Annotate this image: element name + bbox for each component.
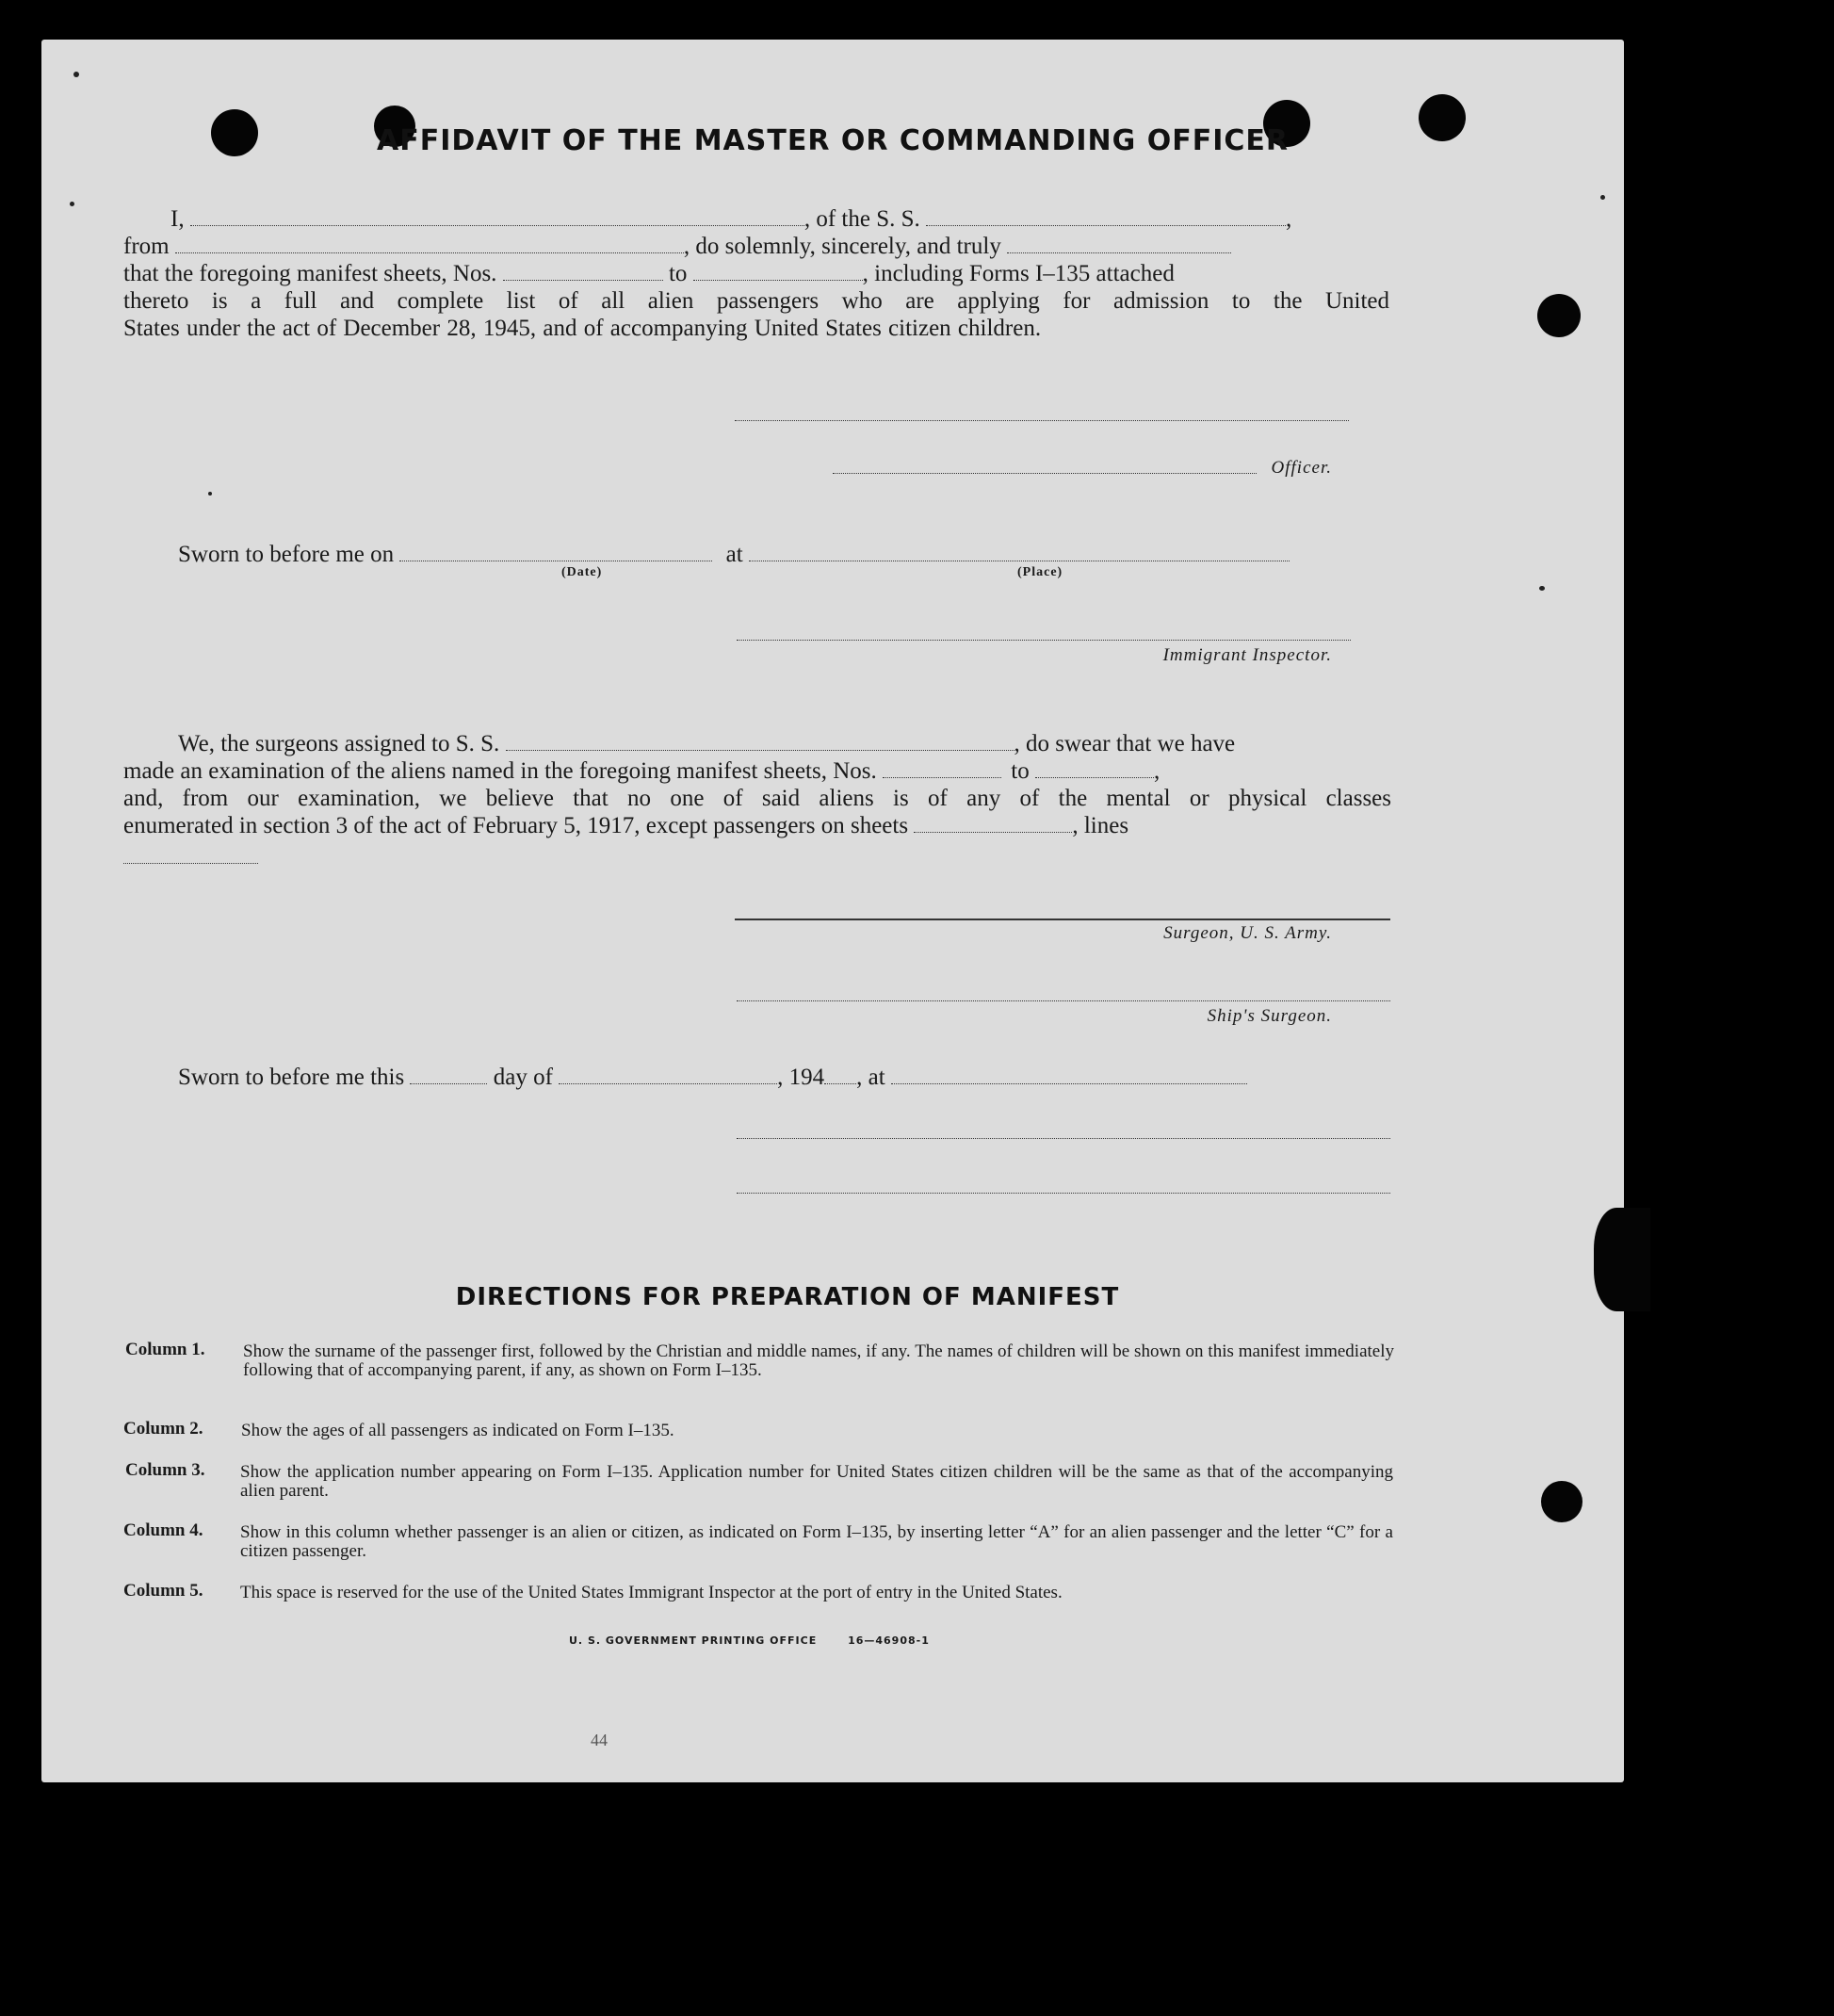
affidavit-of-ss: , of the S. S. <box>803 206 920 232</box>
affidavit-solemnly: , do solemnly, sincerely, and truly <box>683 234 1001 259</box>
speck <box>208 492 212 496</box>
sheet-from-field[interactable] <box>503 263 663 281</box>
date-caption: (Date) <box>561 565 603 579</box>
place-caption: (Place) <box>1017 565 1063 579</box>
affidavit-line-2 <box>123 233 1389 261</box>
affidavit-sheets: that the foregoing manifest sheets, Nos. <box>123 261 497 286</box>
affidavit-line-5: States under the act of December 28, 1945, and of accompanying United States citizen children. <box>123 316 1042 341</box>
printer-name: U. S. GOVERNMENT PRINTING OFFICE <box>569 1634 818 1647</box>
sworn2-at: , at <box>856 1065 885 1090</box>
surgeons-assigned: We, the surgeons assigned to S. S. <box>178 731 500 756</box>
surgeons-enumerated: enumerated in section 3 of the act of February 5, 1917, except passengers on sheets <box>123 813 909 838</box>
sworn-at: at <box>725 542 743 567</box>
officer-label: Officer. <box>1271 458 1332 478</box>
oath-field[interactable] <box>1007 236 1231 253</box>
port-from-field[interactable] <box>175 236 684 253</box>
except-sheets-field[interactable] <box>914 815 1072 833</box>
surgeons-line-2 <box>123 757 1391 786</box>
sworn2-year-field[interactable] <box>824 1066 856 1084</box>
sworn2-month-field[interactable] <box>559 1066 777 1084</box>
margin-mark: 44 <box>591 1731 608 1749</box>
sworn2-day-of: day of <box>493 1065 553 1090</box>
sworn2-signature-line-2[interactable] <box>737 1193 1390 1194</box>
direction-text: This space is reserved for the use of the United States Immigrant Inspector at the port of entry in the United States. <box>240 1583 1063 1602</box>
ship-name-field[interactable] <box>926 208 1286 226</box>
surgeon-sheet-from-field[interactable] <box>883 760 1001 778</box>
sworn-date-field[interactable] <box>399 544 712 561</box>
affidavit-line-3 <box>123 260 1389 288</box>
master-signature-line[interactable] <box>735 420 1349 421</box>
surgeons-examination: made an examination of the aliens named in the foregoing manifest sheets, Nos. <box>123 758 877 784</box>
sworn-line-2 <box>178 1064 1391 1092</box>
inspector-label: Immigrant Inspector. <box>1162 645 1332 665</box>
punch-hole <box>1537 294 1581 337</box>
affidavit-line-4: thereto is a full and complete list of all alien passengers who are applying for admission to the United <box>123 288 1389 314</box>
direction-label: Column 3. <box>125 1460 205 1480</box>
sworn2-year: , 194 <box>777 1065 825 1090</box>
affidavit-including: , including Forms I–135 attached <box>862 261 1175 286</box>
affidavit-to: to <box>668 261 688 286</box>
speck <box>1539 586 1545 591</box>
affidavit-comma: , <box>1286 206 1292 232</box>
sworn-line-1 <box>178 541 1389 569</box>
affidavit-from: from <box>123 234 170 259</box>
army-surgeon-label: Surgeon, U. S. Army. <box>1163 923 1332 943</box>
sworn-place-field[interactable] <box>749 544 1290 561</box>
direction-label: Column 4. <box>123 1520 203 1540</box>
master-name-field[interactable] <box>190 208 804 226</box>
printer-credit <box>569 1634 930 1647</box>
direction-text: Show the surname of the passenger first, followed by the Christian and middle names, if any. The names of children will be shown on this manifest immediately following that of accompanying parent, if any, as shown on Form I–135. <box>243 1341 1394 1380</box>
surgeons-lines: , lines <box>1072 813 1129 838</box>
inspector-signature-line[interactable] <box>737 640 1351 641</box>
army-surgeon-signature-line[interactable] <box>735 919 1390 920</box>
direction-label: Column 1. <box>125 1340 205 1359</box>
sworn-prefix: Sworn to before me on <box>178 542 395 567</box>
edge-tear <box>1594 1208 1650 1311</box>
direction-label: Column 2. <box>123 1419 203 1439</box>
surgeons-line-1 <box>178 730 1391 758</box>
direction-text: Show in this column whether passenger is an alien or citizen, as indicated on Form I–135, by inserting letter “A” for an alien passenger and the letter “C” for a citizen passenger. <box>240 1522 1393 1561</box>
except-lines-field[interactable] <box>123 863 258 864</box>
surgeons-to: to <box>1011 758 1030 784</box>
form-number: 16—46908-1 <box>848 1634 930 1647</box>
surgeon-ship-field[interactable] <box>506 733 1014 751</box>
ship-surgeon-label: Ship's Surgeon. <box>1207 1006 1332 1026</box>
direction-text: Show the ages of all passengers as indicated on Form I–135. <box>241 1421 674 1440</box>
affidavit-line-1 <box>170 205 1389 234</box>
surgeons-swear: , do swear that we have <box>1014 731 1236 756</box>
page-title: AFFIDAVIT OF THE MASTER OR COMMANDING OFFICER <box>377 124 1289 157</box>
form-page <box>41 40 1624 1782</box>
surgeons-line-3: and, from our examination, we believe that no one of said aliens is of any of the mental or physical classes <box>123 786 1391 811</box>
ship-surgeon-signature-line[interactable] <box>737 1000 1390 1001</box>
sworn2-day-field[interactable] <box>410 1066 487 1084</box>
sworn2-this: Sworn to before me this <box>178 1065 405 1090</box>
direction-text: Show the application number appearing on Form I–135. Application number for United States citizen children will be the same as that of the accompanying alien parent. <box>240 1462 1393 1501</box>
speck <box>73 72 79 77</box>
direction-label: Column 5. <box>123 1581 203 1601</box>
sheet-to-field[interactable] <box>693 263 863 281</box>
punch-hole <box>1541 1481 1582 1522</box>
sworn2-place-field[interactable] <box>891 1066 1247 1084</box>
directions-title: DIRECTIONS FOR PREPARATION OF MANIFEST <box>455 1283 1120 1311</box>
sworn2-signature-line-1[interactable] <box>737 1138 1390 1139</box>
surgeon-sheet-to-field[interactable] <box>1035 760 1154 778</box>
speck <box>1600 195 1605 200</box>
speck <box>70 202 74 206</box>
surgeons-comma: , <box>1153 758 1160 784</box>
affidavit-i: I, <box>170 206 185 232</box>
surgeons-line-4 <box>123 812 1391 840</box>
